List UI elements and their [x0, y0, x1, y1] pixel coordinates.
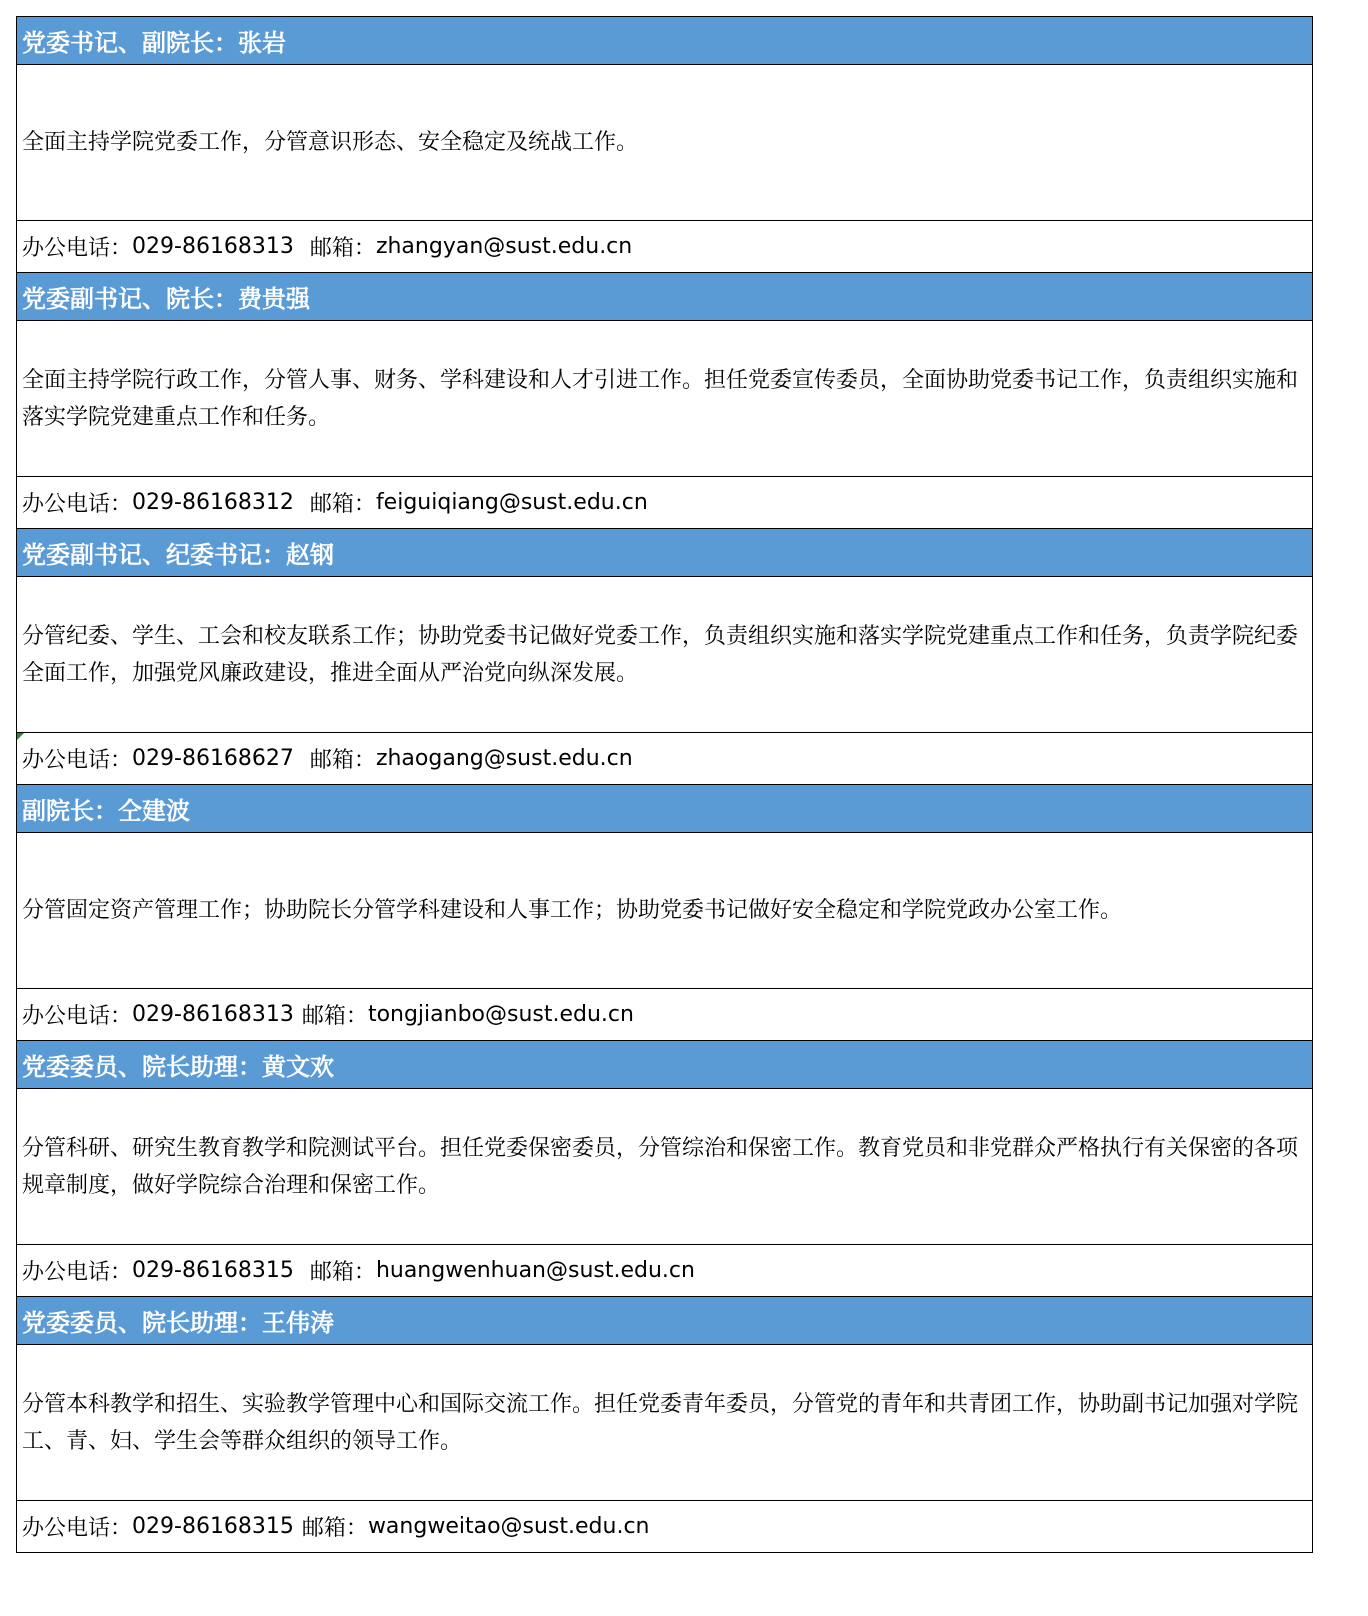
- phone-number: 029-86168312: [132, 490, 294, 515]
- leader-block: [17, 1041, 1312, 1297]
- leader-title: 党委委员、院长助理：王伟涛: [17, 1297, 1312, 1345]
- leader-duties: [17, 1089, 1312, 1245]
- phone-label: 办公电话：: [22, 1516, 133, 1541]
- phone-number: 029-86168627: [132, 746, 294, 771]
- leader-duties: [17, 321, 1312, 477]
- email-label: 邮箱：: [301, 1516, 368, 1541]
- leader-title: 党委副书记、纪委书记：赵钢: [17, 529, 1312, 577]
- phone-label: 办公电话：: [22, 1260, 133, 1285]
- email-address[interactable]: zhangyan@sust.edu.cn: [375, 234, 633, 259]
- leader-contact: [17, 477, 1312, 529]
- leader-title: 党委委员、院长助理：黄文欢: [17, 1041, 1312, 1089]
- phone-label: 办公电话：: [22, 492, 133, 517]
- leader-contact: [17, 1501, 1312, 1553]
- leader-contact: [17, 1245, 1312, 1297]
- leader-block: [17, 1297, 1312, 1553]
- phone-label: 办公电话：: [22, 1004, 133, 1029]
- phone-label: 办公电话：: [22, 748, 133, 773]
- leader-contact: [17, 733, 1312, 785]
- email-label: 邮箱：: [301, 1004, 368, 1029]
- phone-number: 029-86168315: [132, 1258, 294, 1283]
- email-label: 邮箱：: [309, 1260, 376, 1285]
- leader-block: [17, 273, 1312, 529]
- leadership-table: [16, 16, 1313, 1553]
- duties-text: 分管固定资产管理工作；协助院长分管学科建设和人事工作；协助党委书记做好安全稳定和学院党政办公室工作。: [22, 898, 1123, 923]
- email-address[interactable]: tongjianbo@sust.edu.cn: [367, 1002, 634, 1027]
- duties-text: 分管纪委、学生、工会和校友联系工作；协助党委书记做好党委工作，负责组织实施和落实学院党建重点工作和任务，负责学院纪委全面工作，加强党风廉政建设，推进全面从严治党向纵深发展。: [22, 623, 1299, 686]
- email-address[interactable]: zhaogang@sust.edu.cn: [375, 746, 633, 771]
- leader-block: [17, 17, 1312, 273]
- leader-duties: [17, 1345, 1312, 1501]
- leader-title: 副院长：仝建波: [17, 785, 1312, 833]
- leader-title: 党委书记、副院长：张岩: [17, 17, 1312, 65]
- leader-duties: [17, 577, 1312, 733]
- duties-text: 分管科研、研究生教育教学和院测试平台。担任党委保密委员，分管综治和保密工作。教育党员和非党群众严格执行有关保密的各项规章制度，做好学院综合治理和保密工作。: [22, 1135, 1299, 1198]
- phone-number: 029-86168313: [132, 234, 294, 259]
- email-address[interactable]: feiguiqiang@sust.edu.cn: [375, 490, 648, 515]
- cell-comment-marker: [17, 733, 24, 740]
- leader-block: [17, 529, 1312, 785]
- email-label: 邮箱：: [309, 748, 376, 773]
- leader-title: 党委副书记、院长：费贵强: [17, 273, 1312, 321]
- leader-contact: [17, 221, 1312, 273]
- duties-text: 全面主持学院党委工作，分管意识形态、安全稳定及统战工作。: [22, 130, 639, 155]
- email-address[interactable]: huangwenhuan@sust.edu.cn: [375, 1258, 695, 1283]
- phone-number: 029-86168313: [132, 1002, 294, 1027]
- leader-block: [17, 785, 1312, 1041]
- duties-text: 分管本科教学和招生、实验教学管理中心和国际交流工作。担任党委青年委员，分管党的青年和共青团工作，协助副书记加强对学院工、青、妇、学生会等群众组织的领导工作。: [22, 1391, 1299, 1454]
- duties-text: 全面主持学院行政工作，分管人事、财务、学科建设和人才引进工作。担任党委宣传委员，全面协助党委书记工作，负责组织实施和落实学院党建重点工作和任务。: [22, 367, 1299, 430]
- phone-label: 办公电话：: [22, 236, 133, 261]
- leader-duties: [17, 65, 1312, 221]
- phone-number: 029-86168315: [132, 1514, 294, 1539]
- email-address[interactable]: wangweitao@sust.edu.cn: [367, 1514, 650, 1539]
- email-label: 邮箱：: [309, 236, 376, 261]
- leader-duties: [17, 833, 1312, 989]
- email-label: 邮箱：: [309, 492, 376, 517]
- leader-contact: [17, 989, 1312, 1041]
